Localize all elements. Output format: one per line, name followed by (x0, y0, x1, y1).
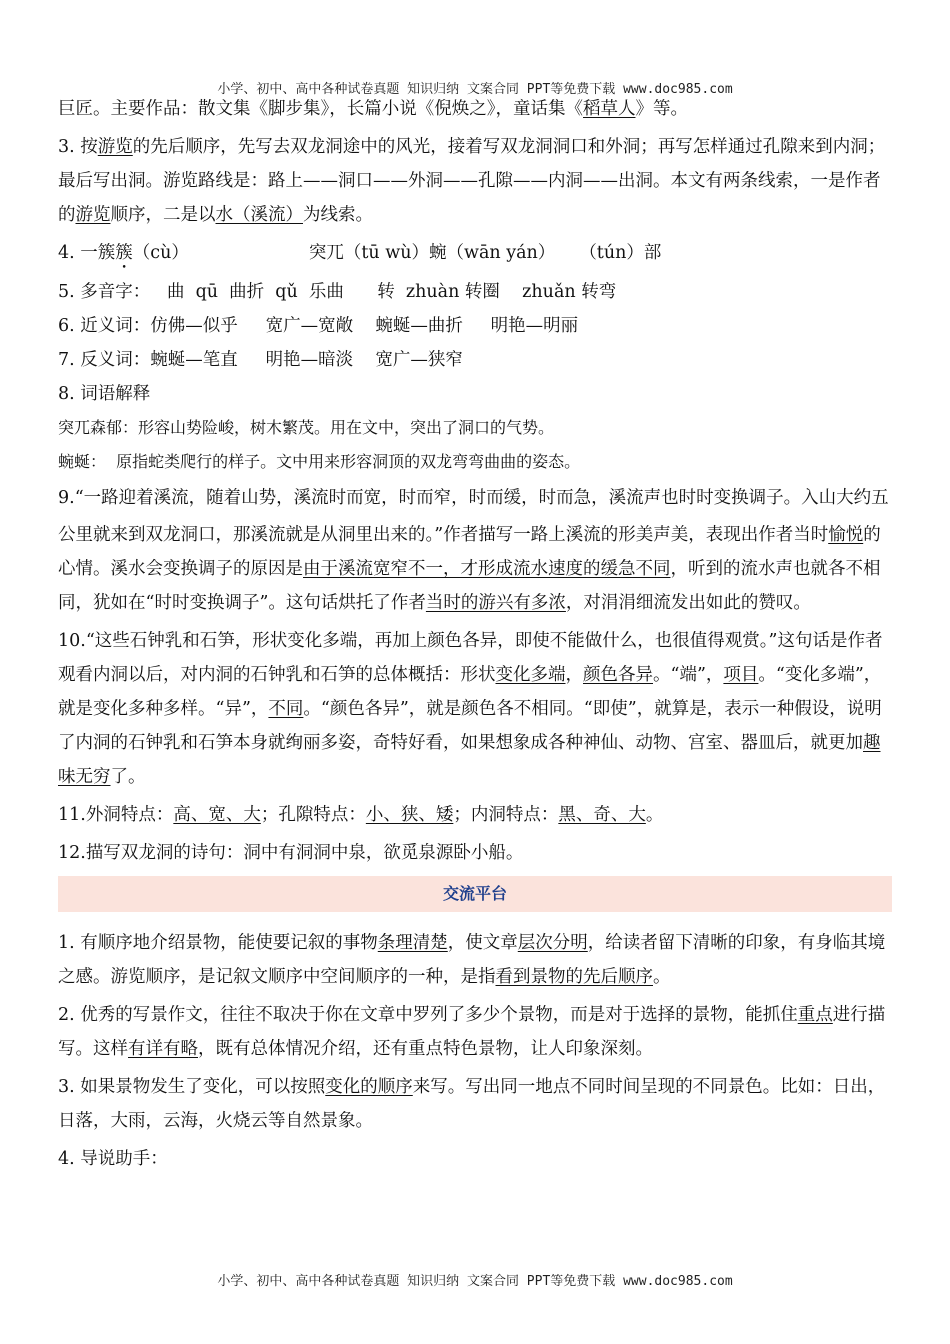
paragraph-12: 12.描写双龙洞的诗句：洞中有洞洞中泉，欲觅泉源卧小船。 (58, 843, 524, 863)
page-header: 小学、初中、高中各种试卷真题 知识归纳 文案合同 PPT等免费下载 www.doc985.com (217, 82, 733, 97)
underlined-text: 由于溪流宽窄不一，才形成流水速度的缓急不同 (303, 559, 671, 579)
exchange-item-3: 3. 如果景物发生了变化，可以按照变化的顺序来写。写出同一地点不同时间呈现的不同景色。比如：日出，日落，大雨，云海，火烧云等自然景象。 (58, 1077, 886, 1131)
underlined-text: 趣味无穷 (58, 733, 881, 787)
exchange-item-2: 2. 优秀的写景作文，往往不取决于你在文章中罗列了多少个景物，而是对于选择的景物，能抓住重点进行描写。这样有详有略，既有总体情况介绍，还有重点特色景物，让人印象深刻。 (58, 1005, 886, 1059)
underlined-text: 游览 (97, 137, 133, 157)
underlined-text: 小、狭、矮 (365, 805, 454, 825)
underlined-text: 稻草人 (583, 99, 636, 119)
definition-wanyan: 蜿蜒： 原指蛇类爬行的样子。文中用来形容洞顶的双龙弯弯曲曲的姿态。 (58, 452, 581, 471)
underlined-text: 当时的游兴有多浓 (425, 593, 566, 613)
document-body (58, 96, 892, 1180)
exchange-item-4: 4. 导说助手： (58, 1149, 168, 1169)
underlined-text: 看到景物的先后顺序 (495, 967, 653, 987)
underlined-text: 愉悦 (828, 525, 864, 545)
underlined-text: 条理清楚 (377, 933, 448, 953)
underlined-text: 高、宽、大 (173, 805, 261, 825)
page-footer: 小学、初中、高中各种试卷真题 知识归纳 文案合同 PPT等免费下载 www.doc985.com (217, 1274, 733, 1289)
paragraph-4-pronunciation: 4. 一簇簇（cù） 突兀（tū wù）蜿（wān yán） （tún）部 (58, 243, 662, 263)
paragraph-3: 3. 按游览的先后顺序，先写去双龙洞途中的风光，接着写双龙洞洞口和外洞；再写怎样通过孔隙来到内洞；最后写出洞。游览路线是：路上——洞口——外洞——孔隙——内洞——出洞。本文有两条线索，一是作者的游览顺序，二是以水（溪流）为线索。 (58, 137, 886, 225)
underlined-text: 黑、奇、大 (558, 805, 646, 825)
underlined-text: 水（溪流） (215, 205, 303, 225)
underlined-text: 变化的顺序 (325, 1077, 413, 1097)
underlined-text: 颜色各异 (583, 665, 653, 685)
definition-tuwu: 突兀森郁：形容山势险峻，树木繁茂。用在文中，突出了洞口的气势。 (58, 418, 555, 437)
paragraph-10: 10.“这些石钟乳和石笋，形状变化多端，再加上颜色各异，即使不能做什么，也很值得观赏。”这句话是作者观看内洞以后，对内洞的石钟乳和石笋的总体概括：形状变化多端，颜色各异。“端”，项目。“变化多端”，就是变化多种多样。“异”，不同。“颜色各异”，就是颜色各不相同。“即使”，就算是，表示一种假设，说明了内洞的石钟乳和石笋本身就绚丽多姿，奇特好看，如果想象成各种神仙、动物、宫室、器皿后，就更加趣味无穷了。 (58, 631, 883, 787)
paragraph-5-polyphones: 5. 多音字： 曲 qū 曲折 qǔ 乐曲 转 zhuàn 转圈 zhuǎn 转弯 (58, 282, 617, 302)
underlined-text: 变化多端 (495, 665, 566, 685)
underlined-text: 重点 (797, 1005, 833, 1025)
paragraph-9: 9.“一路迎着溪流，随着山势，溪流时而宽，时而窄，时而缓，时而急，溪流声也时时变换调子。入山大约五公里就来到双龙洞口，那溪流就是从洞里出来的。”作者描写一路上溪流的形美声美，表现出作者当时愉悦的心情。溪水会变换调子的原因是由于溪流宽窄不一，才形成流水速度的缓急不同，听到的流水声也就各不相同，犹如在“时时变换调子”。这句话烘托了作者当时的游兴有多浓，对涓涓细流发出如此的赞叹。 (58, 488, 889, 613)
paragraph-6-synonyms: 6. 近义词：仿佛—似乎 宽广—宽敞 蜿蜒—曲折 明艳—明丽 (58, 316, 579, 336)
section-banner: 交流平台 (58, 876, 892, 912)
exchange-item-1: 1. 有顺序地介绍景物，能使要记叙的事物条理清楚，使文章层次分明，给读者留下清晰的印象，有身临其境之感。游览顺序，是记叙文顺序中空间顺序的一种，是指看到景物的先后顺序。 (58, 933, 886, 987)
paragraph-8-title: 8. 词语解释 (58, 384, 151, 404)
paragraph-11: 11.外洞特点：高、宽、大；孔隙特点：小、狭、矮；内洞特点：黑、奇、大。 (58, 805, 664, 825)
paragraph-author-works: 巨匠。主要作品：散文集《脚步集》，长篇小说《倪焕之》，童话集《稻草人》等。 (58, 99, 688, 119)
underlined-text: 层次分明 (517, 933, 588, 953)
underlined-text: 项目 (723, 665, 759, 685)
underlined-text: 游览 (75, 205, 111, 225)
underlined-text: 有详有略 (128, 1039, 198, 1059)
underlined-text: 不同 (268, 699, 304, 719)
paragraph-7-antonyms: 7. 反义词：蜿蜒—笔直 明艳—暗淡 宽广—狭窄 (58, 350, 463, 370)
